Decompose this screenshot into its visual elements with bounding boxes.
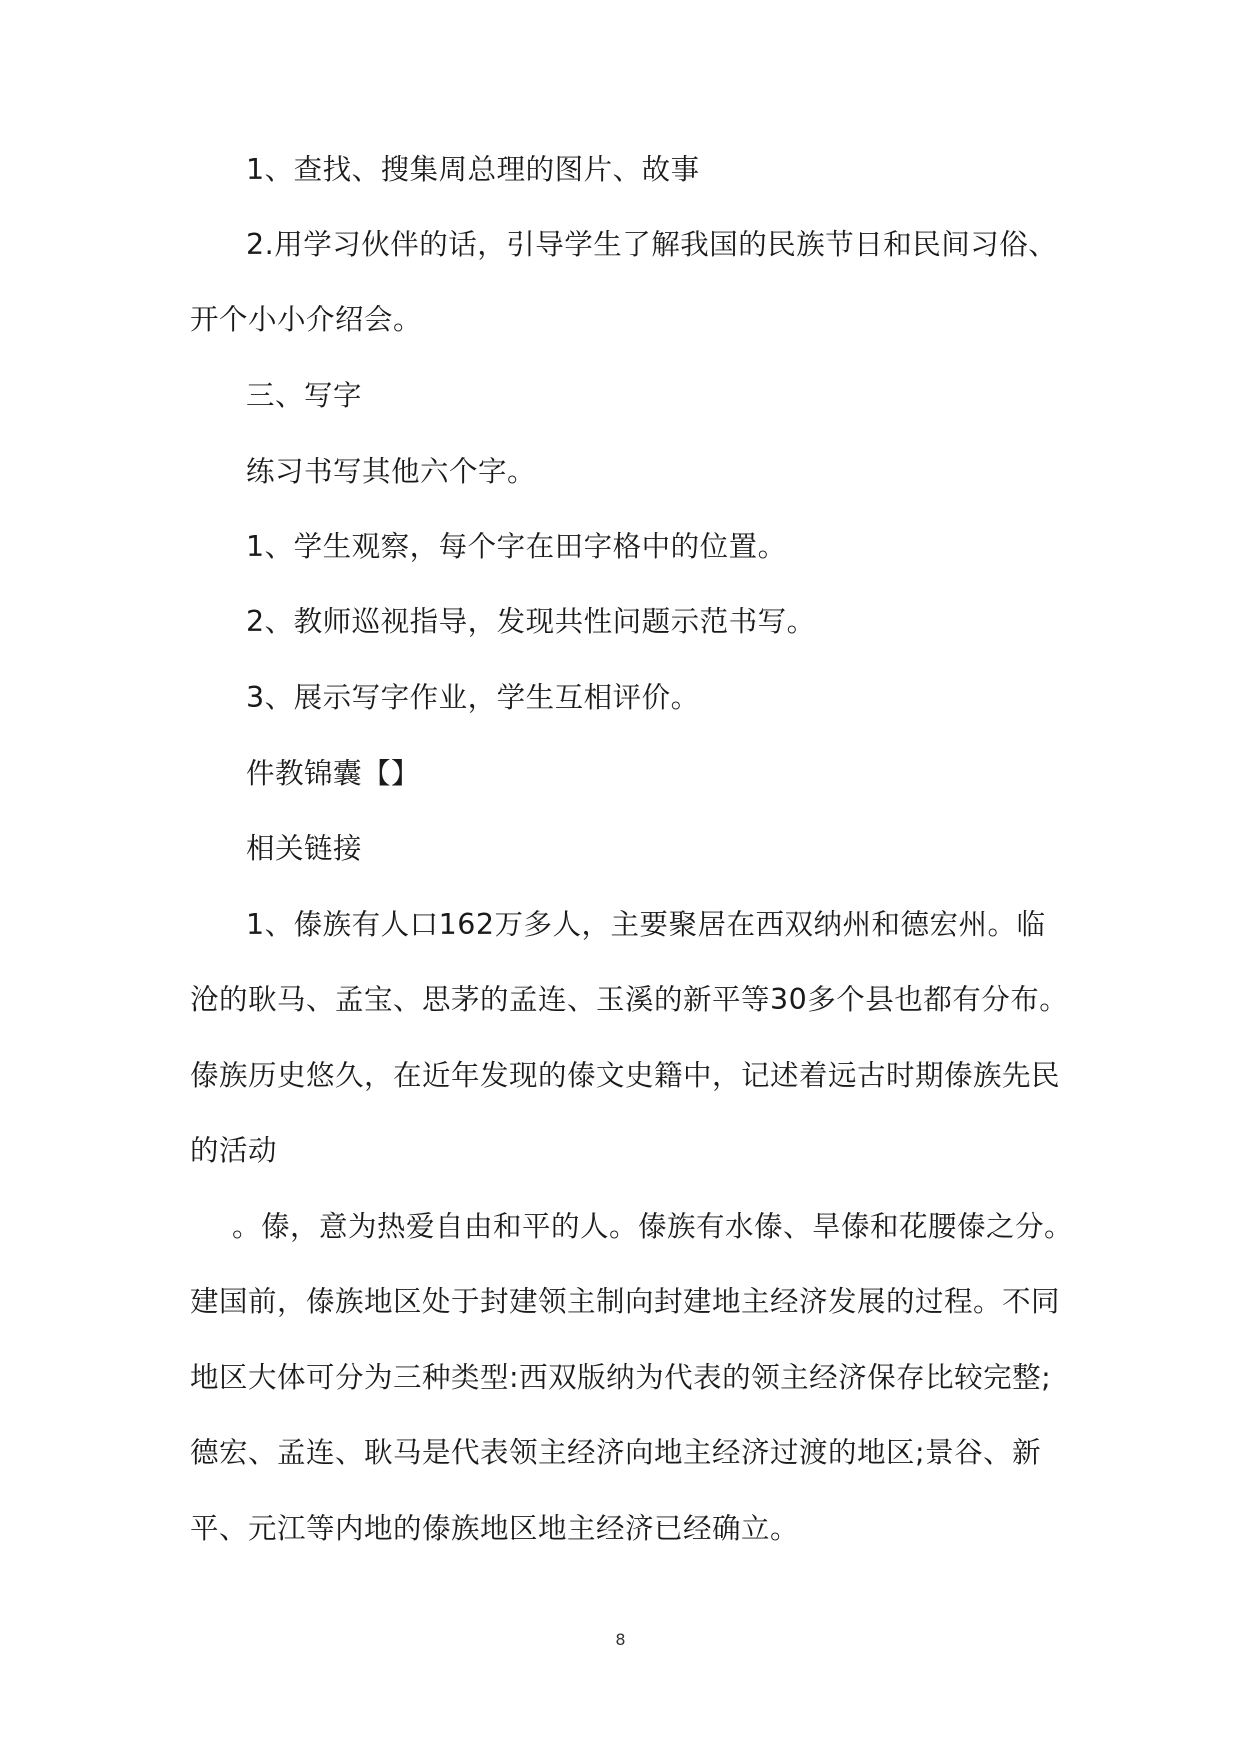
text-line-8: 3、展示写字作业，学生互相评价。 bbox=[246, 681, 700, 714]
text-line-12: 沧的耿马、孟宝、思茅的孟连、玉溪的新平等30多个县也都有分布。 bbox=[190, 983, 1069, 1016]
text-line-19: 平、元江等内地的傣族地区地主经济已经确立。 bbox=[190, 1512, 800, 1545]
text-line-16: 建国前，傣族地区处于封建领主制向封建地主经济发展的过程。不同 bbox=[190, 1285, 1061, 1318]
text-line-18: 德宏、孟连、耿马是代表领主经济向地主经济过渡的地区;景谷、新 bbox=[190, 1436, 1042, 1469]
text-line-5: 练习书写其他六个字。 bbox=[246, 455, 537, 488]
text-line-2: 2.用学习伙伴的话，引导学生了解我国的民族节日和民间习俗、 bbox=[246, 228, 1058, 261]
text-line-7: 2、教师巡视指导，发现共性问题示范书写。 bbox=[246, 605, 816, 638]
text-line-11: 1、傣族有人口162万多人，主要聚居在西双纳州和德宏州。临 bbox=[246, 908, 1046, 941]
text-line-13: 傣族历史悠久，在近年发现的傣文史籍中，记述着远古时期傣族先民 bbox=[190, 1059, 1061, 1092]
page-number: 8 bbox=[615, 1630, 626, 1649]
section-heading-tips: 件教锦囊【】 bbox=[246, 757, 421, 790]
text-line-15: 。傣，意为热爱自由和平的人。傣族有水傣、旱傣和花腰傣之分。 bbox=[232, 1210, 1074, 1243]
text-line-6: 1、学生观察，每个字在田字格中的位置。 bbox=[246, 530, 787, 563]
text-line-14: 的活动 bbox=[190, 1134, 278, 1167]
text-line-17: 地区大体可分为三种类型:西双版纳为代表的领主经济保存比较完整; bbox=[190, 1361, 1052, 1394]
text-line-3: 开个小小介绍会。 bbox=[190, 303, 423, 336]
text-line-1: 1、查找、搜集周总理的图片、故事 bbox=[246, 153, 700, 186]
section-heading-write: 三、写字 bbox=[246, 379, 363, 412]
section-heading-links: 相关链接 bbox=[246, 832, 363, 865]
